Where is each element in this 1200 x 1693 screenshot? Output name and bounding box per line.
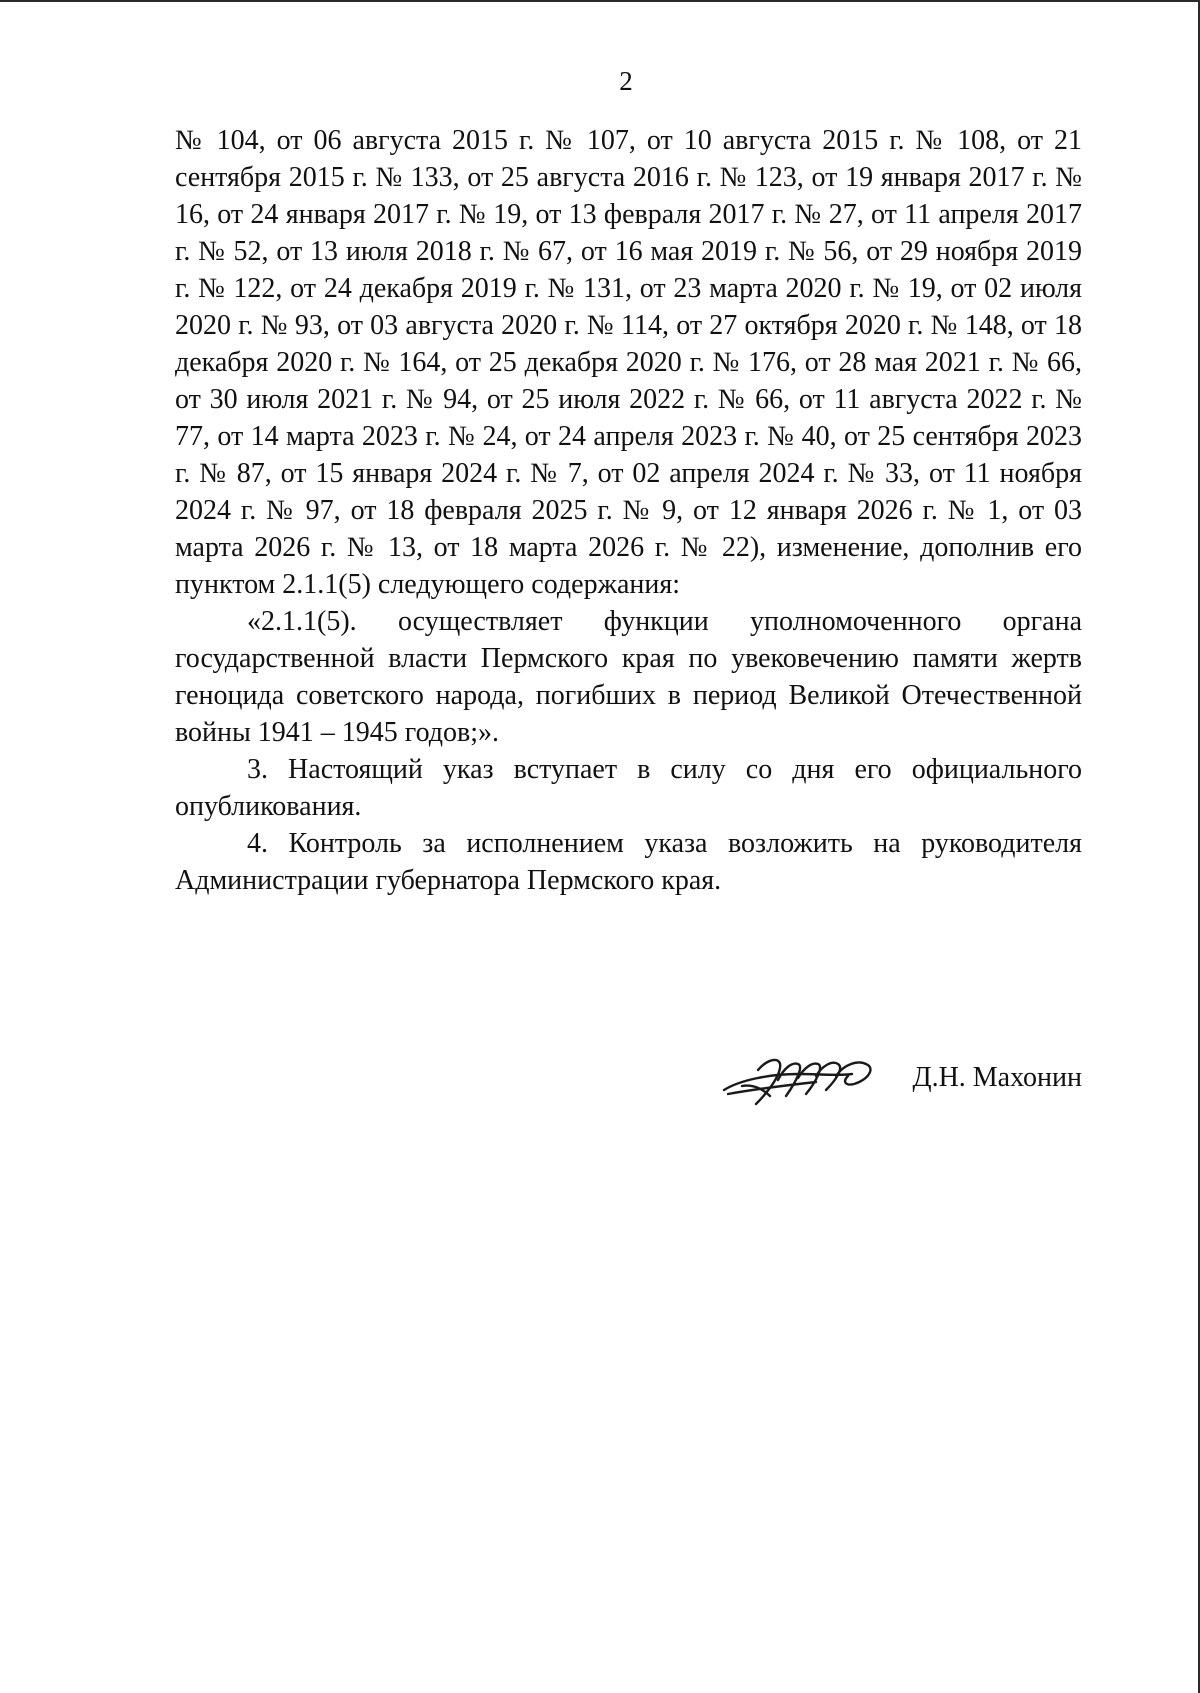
- page-number: 2: [619, 66, 633, 96]
- paragraph-new-clause: «2.1.1(5). осуществляет функции уполномоченного органа государственной власти Пермского края по увековечению памяти жертв геноцида советского народа, погибших в период Великой Отечественной войны 1941 – 1945 годов;».: [175, 606, 1082, 748]
- signer-name: Д.Н. Махонин: [912, 1062, 1082, 1093]
- paragraph-amendment-list: № 104, от 06 августа 2015 г. № 107, от 10 августа 2015 г. № 108, от 21 сентября 2015 г. № 133, от 25 августа 2016 г. № 123, от 19 января 2017 г. № 16, от 24 января 2017 г. № 19, от 13 февраля 2017 г. № 27, от 11 апреля 2017 г. № 52, от 13 июля 2018 г. № 67, от 16 мая 2019 г. № 56, от 29 ноября 2019 г. № 122, от 24 декабря 2019 г. № 131, от 23 марта 2020 г. № 19, от 02 июля 2020 г. № 93, от 03 августа 2020 г. № 114, от 27 октября 2020 г. № 148, от 18 декабря 2020 г. № 164, от 25 декабря 2020 г. № 176, от 28 мая 2021 г. № 66, от 30 июля 2021 г. № 94, от 25 июля 2022 г. № 66, от 11 августа 2022 г. № 77, от 14 марта 2023 г. № 24, от 24 апреля 2023 г. № 40, от 25 сентября 2023 г. № 87, от 15 января 2024 г. № 7, от 02 апреля 2024 г. № 33, от 11 ноября 2024 г. № 97, от 18 февраля 2025 г. № 9, от 12 января 2026 г. № 1, от 03 марта 2026 г. № 13, от 18 марта 2026 г. № 22), изменение, дополнив его пунктом 2.1.1(5) следующего содержания:: [175, 125, 1082, 600]
- signature-block: [720, 1050, 1082, 1110]
- handwritten-signature: [720, 1050, 885, 1110]
- paragraph-effective-date: 3. Настоящий указ вступает в силу со дня его официального опубликования.: [175, 754, 1082, 822]
- paragraph-control: 4. Контроль за исполнением указа возложить на руководителя Администрации губернатора Пермского края.: [175, 828, 1082, 896]
- document-body: [175, 122, 1082, 899]
